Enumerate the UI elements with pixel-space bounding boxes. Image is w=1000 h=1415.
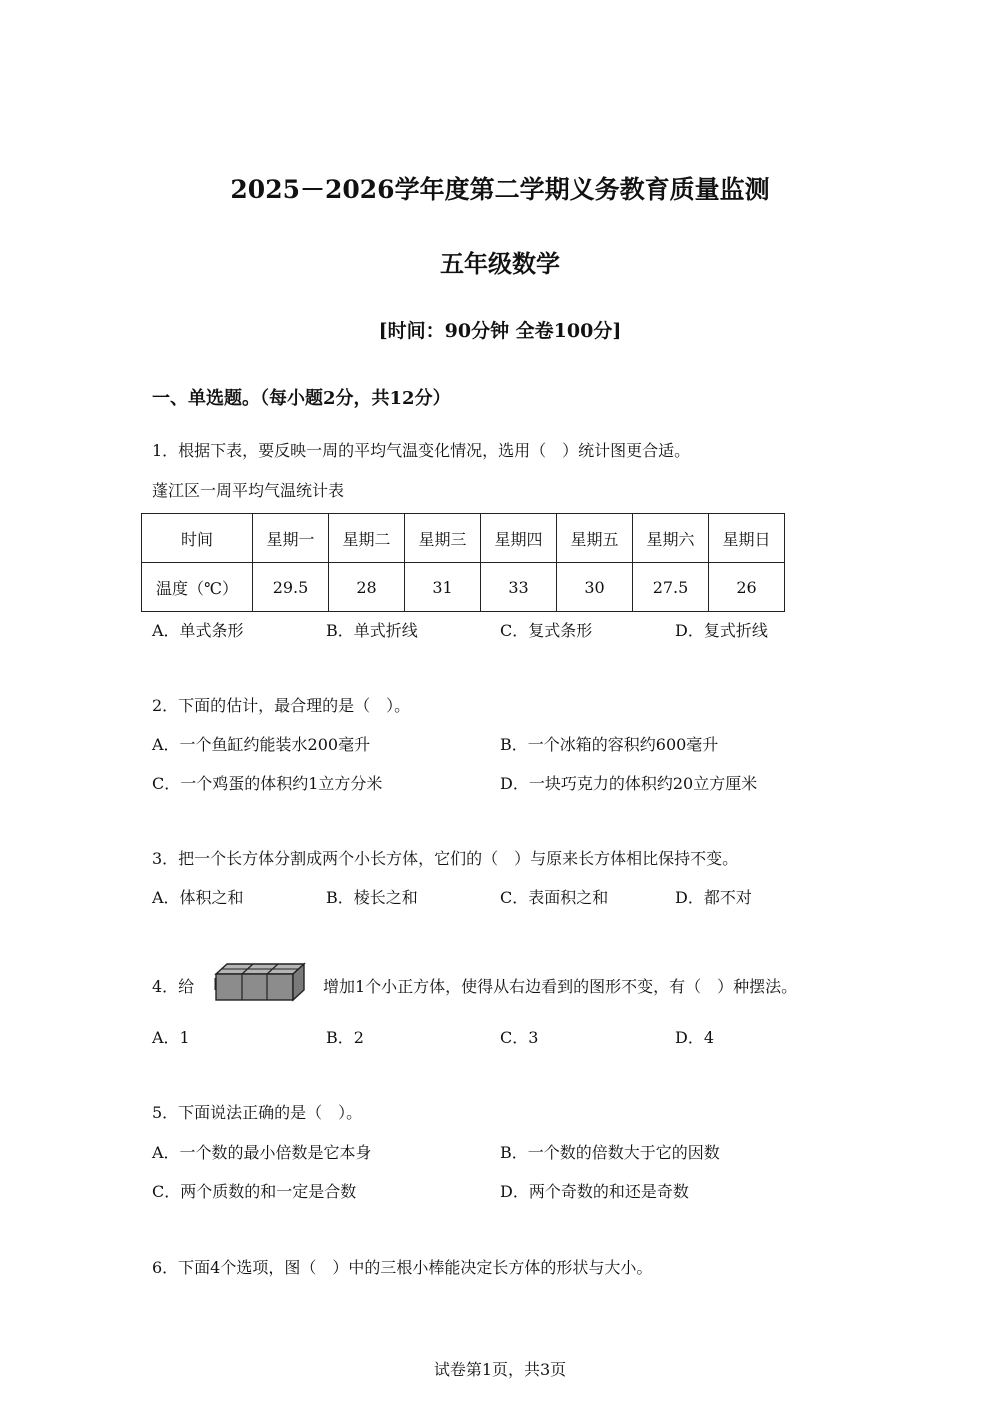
question-1-option-a: A．单式条形 — [152, 621, 244, 640]
table-cell: 时间 — [142, 514, 253, 563]
question-4-option-d: D．4 — [675, 1028, 715, 1047]
table-cell: 28 — [329, 563, 405, 612]
question-3-stem: 3．把一个长方体分割成两个小长方体，它们的（ ）与原来长方体相比保持不变。 — [152, 849, 739, 868]
table-cell: 温度（℃） — [142, 563, 253, 612]
table-cell: 29.5 — [253, 563, 329, 612]
question-4-option-a: A．1 — [152, 1028, 190, 1047]
table-cell: 26 — [709, 563, 785, 612]
cube-stack-figure-icon — [212, 960, 308, 1004]
table-cell: 31 — [405, 563, 481, 612]
table-cell: 星期三 — [405, 514, 481, 563]
question-1-option-c: C．复式条形 — [500, 621, 593, 640]
question-1-table-caption: 蓬江区一周平均气温统计表 — [152, 481, 345, 500]
question-5-stem: 5．下面说法正确的是（ ）。 — [152, 1103, 363, 1122]
section-heading-single-choice: 一、单选题。（每小题2分，共12分） — [152, 388, 451, 409]
question-4-stem-suffix: 增加1个小正方体，使得从右边看到的图形不变，有（ ）种摆法。 — [323, 977, 798, 996]
table-cell: 星期四 — [481, 514, 557, 563]
question-2-option-d: D．一块巧克力的体积约20立方厘米 — [500, 774, 758, 793]
question-4-stem-prefix: 4．给 — [152, 977, 195, 996]
table-row — [142, 563, 785, 612]
table-cell: 星期二 — [329, 514, 405, 563]
page-footer: 试卷第1页，共3页 — [433, 1360, 567, 1379]
question-2-option-b: B．一个冰箱的容积约600毫升 — [500, 735, 719, 754]
question-4-option-c: C．3 — [500, 1028, 539, 1047]
question-5-option-a: A．一个数的最小倍数是它本身 — [152, 1143, 372, 1162]
question-3-option-a: A．体积之和 — [152, 888, 244, 907]
question-3-option-b: B．棱长之和 — [326, 888, 418, 907]
table-cell: 30 — [557, 563, 633, 612]
question-1-stem: 1．根据下表，要反映一周的平均气温变化情况，选用（ ）统计图更合适。 — [152, 441, 691, 460]
question-6-stem: 6．下面4个选项，图（ ）中的三根小棒能决定长方体的形状与大小。 — [152, 1258, 653, 1277]
question-5-option-d: D．两个奇数的和还是奇数 — [500, 1182, 689, 1201]
question-5-option-c: C．两个质数的和一定是合数 — [152, 1182, 357, 1201]
question-1-option-b: B．单式折线 — [326, 621, 418, 640]
table-cell: 星期一 — [253, 514, 329, 563]
table-cell: 27.5 — [633, 563, 709, 612]
question-2-option-c: C．一个鸡蛋的体积约1立方分米 — [152, 774, 383, 793]
question-3-option-d: D．都不对 — [675, 888, 752, 907]
question-2-option-a: A．一个鱼缸约能装水200毫升 — [152, 735, 371, 754]
table-header-row — [142, 514, 785, 563]
question-2-stem: 2．下面的估计，最合理的是（ ）。 — [152, 696, 411, 715]
exam-title: 2025－2026学年度第二学期义务教育质量监测 — [230, 175, 770, 204]
question-5-option-b: B．一个数的倍数大于它的因数 — [500, 1143, 720, 1162]
question-1-option-d: D．复式折线 — [675, 621, 768, 640]
temperature-table — [141, 513, 785, 612]
subject-title: 五年级数学 — [440, 249, 560, 278]
question-3-option-c: C．表面积之和 — [500, 888, 609, 907]
exam-info: [时间：90分钟 全卷100分] — [378, 320, 622, 342]
table-cell: 星期五 — [557, 514, 633, 563]
table-cell: 星期日 — [709, 514, 785, 563]
table-cell: 33 — [481, 563, 557, 612]
table-cell: 星期六 — [633, 514, 709, 563]
question-4-option-b: B．2 — [326, 1028, 364, 1047]
